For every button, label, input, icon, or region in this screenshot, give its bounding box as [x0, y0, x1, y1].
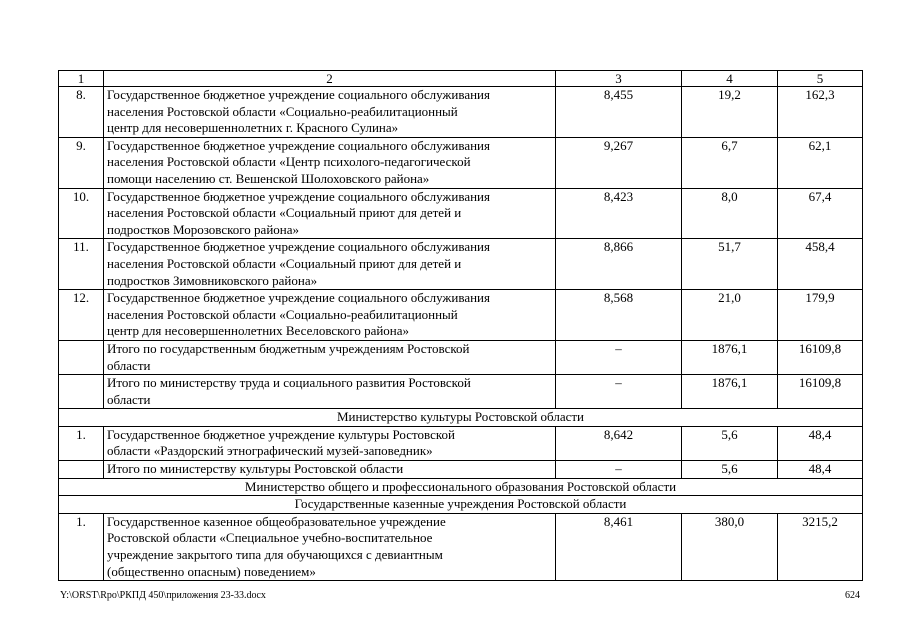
- institution-name-line: помощи населению ст. Вешенской Шолоховского района»: [107, 170, 430, 186]
- table-row: [59, 137, 863, 188]
- institution-name-line: Государственное бюджетное учреждение социального обслуживания: [107, 290, 490, 306]
- table-row: [59, 87, 863, 138]
- value-col-4: 51,7: [682, 239, 778, 290]
- section-heading-row: [59, 409, 863, 427]
- row-number: 9.: [59, 137, 104, 188]
- row-number: [59, 340, 104, 374]
- value-col-4: 6,7: [682, 137, 778, 188]
- institution-name-line: Государственное бюджетное учреждение социального обслуживания: [107, 87, 490, 102]
- page-number: 624: [845, 590, 860, 601]
- row-number: 11.: [59, 239, 104, 290]
- value-col-3: 8,568: [556, 290, 682, 341]
- value-col-5: 48,4: [778, 461, 863, 479]
- institution-name-line: населения Ростовской области «Социально-реабилитационный: [107, 306, 458, 322]
- institution-name: [104, 188, 556, 239]
- value-col-5: 179,9: [778, 290, 863, 341]
- section-heading-row: [59, 478, 863, 496]
- value-col-4: 21,0: [682, 290, 778, 341]
- value-col-3: 8,642: [556, 426, 682, 460]
- table-body: [59, 71, 863, 581]
- row-number: [59, 375, 104, 409]
- institution-name-line: области: [107, 357, 151, 373]
- institution-name-line: Государственное бюджетное учреждение культуры Ростовской: [107, 426, 455, 442]
- section-heading: Министерство культуры Ростовской области: [59, 409, 863, 427]
- institution-name: [104, 461, 556, 479]
- section-heading-row: [59, 496, 863, 514]
- table-row: [59, 290, 863, 341]
- section-heading: Министерство общего и профессионального образования Ростовской области: [59, 478, 863, 496]
- institution-name-line: центр для несовершеннолетних Веселовского района»: [107, 323, 410, 339]
- value-col-5: 48,4: [778, 426, 863, 460]
- value-col-4: 5,6: [682, 461, 778, 479]
- value-col-5: 16109,8: [778, 340, 863, 374]
- table-row: [59, 340, 863, 374]
- value-col-5: 16109,8: [778, 375, 863, 409]
- table-row: [59, 188, 863, 239]
- institution-name-line: Итого по государственным бюджетным учреждениям Ростовской: [107, 340, 470, 356]
- row-number: 8.: [59, 87, 104, 138]
- row-number: 10.: [59, 188, 104, 239]
- column-number-4: 4: [682, 71, 778, 87]
- value-col-3: –: [556, 461, 682, 479]
- institution-name-line: области «Раздорский этнографический музей-заповедник»: [107, 443, 433, 459]
- table-row: [59, 239, 863, 290]
- budget-table: [58, 70, 863, 581]
- institution-name-line: Итого по министерству труда и социального развития Ростовской: [107, 375, 471, 391]
- institution-name-line: Итого по министерству культуры Ростовской области: [107, 461, 404, 477]
- value-col-3: 9,267: [556, 137, 682, 188]
- value-col-4: 5,6: [682, 426, 778, 460]
- institution-name-line: населения Ростовской области «Социально-реабилитационный: [107, 103, 458, 119]
- row-number: 12.: [59, 290, 104, 341]
- institution-name-line: подростков Морозовского района»: [107, 221, 300, 237]
- value-col-5: 162,3: [778, 87, 863, 138]
- institution-name: [104, 87, 556, 138]
- institution-name-line: Государственное бюджетное учреждение социального обслуживания: [107, 137, 490, 153]
- column-number-1: 1: [59, 71, 104, 87]
- institution-name: [104, 137, 556, 188]
- value-col-4: 1876,1: [682, 375, 778, 409]
- column-number-3: 3: [556, 71, 682, 87]
- value-col-3: 8,866: [556, 239, 682, 290]
- value-col-3: 8,455: [556, 87, 682, 138]
- column-numbers-row: [59, 71, 863, 87]
- section-heading: Государственные казенные учреждения Ростовской области: [59, 496, 863, 514]
- institution-name: [104, 375, 556, 409]
- row-number: 1.: [59, 426, 104, 460]
- institution-name-line: учреждение закрытого типа для обучающихся с девиантным: [107, 547, 443, 563]
- value-col-5: 67,4: [778, 188, 863, 239]
- value-col-3: –: [556, 340, 682, 374]
- institution-name-line: Ростовской области «Специальное учебно-воспитательное: [107, 530, 433, 546]
- table-row: [59, 426, 863, 460]
- value-col-5: 3215,2: [778, 513, 863, 580]
- value-col-3: 8,461: [556, 513, 682, 580]
- institution-name-line: населения Ростовской области «Центр психолого-педагогической: [107, 154, 471, 170]
- column-number-5: 5: [778, 71, 863, 87]
- value-col-5: 458,4: [778, 239, 863, 290]
- institution-name-line: Государственное казенное общеобразовательное учреждение: [107, 513, 446, 529]
- institution-name-line: Государственное бюджетное учреждение социального обслуживания: [107, 239, 490, 255]
- value-col-4: 380,0: [682, 513, 778, 580]
- row-number: [59, 461, 104, 479]
- file-path-footer: Y:\ORST\Rpo\РКПД 450\приложения 23-33.docx: [60, 590, 266, 601]
- institution-name: [104, 290, 556, 341]
- institution-name: [104, 513, 556, 580]
- table-row: [59, 461, 863, 479]
- value-col-3: 8,423: [556, 188, 682, 239]
- institution-name: [104, 426, 556, 460]
- institution-name-line: населения Ростовской области «Социальный приют для детей и: [107, 255, 462, 271]
- row-number: 1.: [59, 513, 104, 580]
- institution-name: [104, 239, 556, 290]
- institution-name: [104, 340, 556, 374]
- value-col-3: –: [556, 375, 682, 409]
- value-col-4: 19,2: [682, 87, 778, 138]
- institution-name-line: (общественно опасным) поведением»: [107, 563, 316, 579]
- institution-name-line: населения Ростовской области «Социальный приют для детей и: [107, 205, 462, 221]
- table-row: [59, 375, 863, 409]
- value-col-4: 8,0: [682, 188, 778, 239]
- value-col-4: 1876,1: [682, 340, 778, 374]
- value-col-5: 62,1: [778, 137, 863, 188]
- table-row: [59, 513, 863, 580]
- institution-name-line: подростков Зимовниковского района»: [107, 272, 318, 288]
- institution-name-line: области: [107, 391, 151, 407]
- column-number-2: 2: [104, 71, 556, 87]
- institution-name-line: центр для несовершеннолетних г. Красного Сулина»: [107, 120, 399, 136]
- institution-name-line: Государственное бюджетное учреждение социального обслуживания: [107, 188, 490, 204]
